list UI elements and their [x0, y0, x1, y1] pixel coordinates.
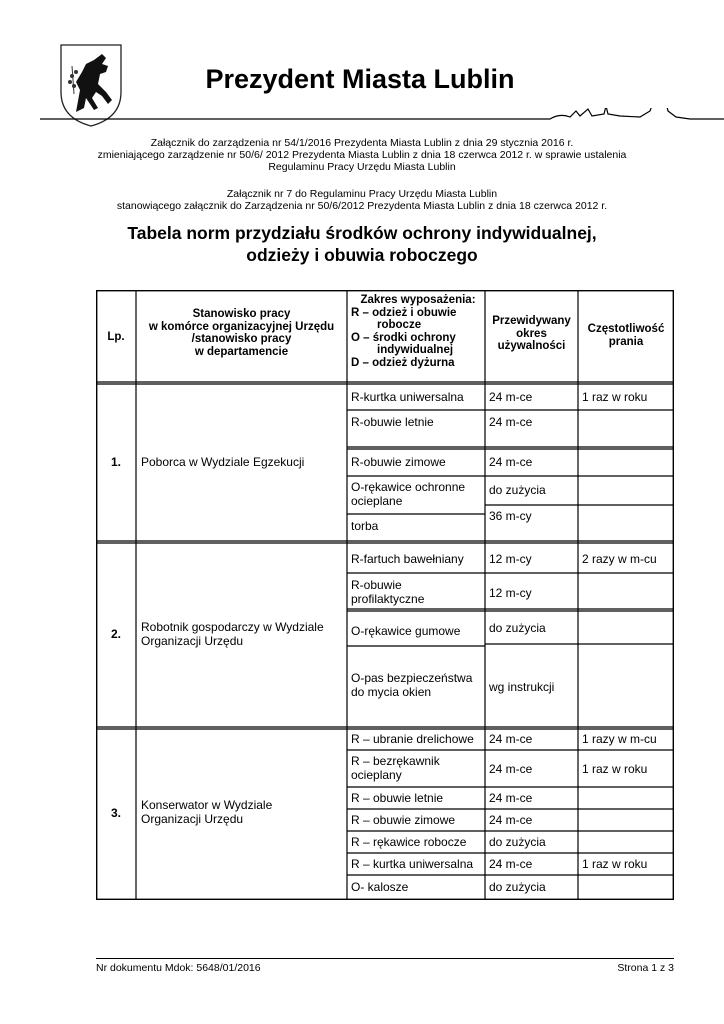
item-okres: 12 m-cy	[489, 586, 532, 600]
title-line: Tabela norm przydziału środków ochrony indywidualnej,	[127, 223, 597, 243]
group-lp: 1.	[110, 455, 121, 469]
intro-line: stanowiącego załącznik do Zarządzenia nr 50/6/2012 Prezydenta Miasta Lublin z dnia 18 czerwca 2012 r.	[116, 200, 608, 212]
norms-table	[96, 290, 674, 900]
document-title	[60, 222, 664, 266]
header-line: D – odzież dyżurna	[351, 356, 455, 369]
item-pranie: 2 razy w m-cu	[582, 552, 657, 566]
group-lp: 2.	[110, 627, 121, 641]
header-line: R – odzież i obuwie	[351, 306, 457, 319]
item-zakres: R-obuwie letnie	[351, 415, 434, 429]
item-zakres: R-kurtka uniwersalna	[351, 390, 464, 404]
item-zakres-line: ocieplany	[351, 768, 402, 782]
group-stanowisko-line: Organizacji Urzędu	[141, 812, 244, 826]
item-okres: 24 m-ce	[489, 455, 533, 469]
item-zakres: R – ubranie drelichowe	[351, 732, 474, 746]
item-zakres-line: R – bezrękawnik	[351, 754, 440, 768]
header-line: używalności	[497, 340, 566, 352]
group-stanowisko	[141, 798, 345, 826]
group-lp: 3.	[110, 806, 121, 820]
header-line: Zakres wyposażenia:	[360, 294, 476, 306]
item-okres: do zużycia	[489, 483, 546, 497]
item-okres: 24 m-ce	[489, 791, 533, 805]
header-line: w komórce organizacyjnej Urzędu	[148, 320, 335, 333]
group-stanowisko-line: Robotnik gospodarczy w Wydziale	[141, 620, 324, 634]
header-line: Stanowisko pracy	[192, 308, 291, 320]
item-zakres	[351, 480, 465, 508]
item-zakres: O- kalosze	[351, 880, 409, 894]
item-zakres: O-rękawice gumowe	[351, 624, 461, 638]
item-zakres-line: O-rękawice ochronne	[351, 480, 466, 494]
item-zakres	[351, 754, 440, 782]
header-line: /stanowisko pracy	[191, 333, 292, 345]
item-zakres: R – kurtka uniwersalna	[351, 857, 474, 871]
item-pranie: 1 raz w roku	[582, 390, 648, 404]
group-stanowisko: Poborca w Wydziale Egzekucji	[141, 455, 305, 469]
item-zakres-line: O-pas bezpieczeństwa	[351, 671, 473, 685]
item-okres: wg instrukcji	[489, 680, 555, 694]
group-stanowisko-line: Organizacji Urzędu	[141, 634, 244, 648]
item-zakres	[351, 578, 424, 606]
header-line: prania	[608, 335, 644, 348]
item-zakres: R-fartuch bawełniany	[351, 552, 464, 566]
item-zakres: R-obuwie zimowe	[351, 455, 446, 469]
item-zakres: R – obuwie zimowe	[351, 813, 456, 827]
header-line: O – środki ochrony	[351, 331, 456, 344]
item-okres: do zużycia	[489, 835, 546, 849]
item-okres: 24 m-ce	[489, 813, 533, 827]
item-okres: do zużycia	[489, 621, 546, 635]
title-line: odzieży i obuwia roboczego	[246, 245, 478, 265]
group-stanowisko-line: Konserwator w Wydziale	[141, 798, 273, 812]
item-zakres: R – rękawice robocze	[351, 835, 467, 849]
item-pranie: 1 raz w roku	[582, 857, 648, 871]
header-stanowisko	[136, 308, 347, 358]
header-lp: Lp.	[107, 331, 125, 343]
header-okres	[485, 315, 578, 353]
item-zakres-line: ocieplane	[351, 494, 403, 508]
item-okres: 36 m-cy	[489, 509, 532, 523]
intro-line: Załącznik nr 7 do Regulaminu Pracy Urzędu Miasta Lublin	[226, 188, 498, 200]
item-pranie: 1 raz w roku	[582, 762, 648, 776]
item-zakres-line: do mycia okien	[351, 685, 432, 699]
item-zakres: R – obuwie letnie	[351, 791, 444, 805]
intro-line: Regulaminu Pracy Urzędu Miasta Lublin	[268, 161, 456, 173]
item-zakres-line: profilaktyczne	[351, 592, 425, 606]
header-czestotliwosc	[578, 323, 674, 348]
item-okres: 12 m-cy	[489, 552, 532, 566]
organization-title: Prezydent Miasta Lublin	[205, 64, 515, 94]
footer-doc-number: Nr dokumentu Mdok: 5648/01/2016	[96, 962, 261, 974]
item-zakres-line: R-obuwie	[351, 578, 402, 592]
header-line: Przewidywany	[492, 315, 571, 327]
item-pranie: 1 razy w m-cu	[582, 732, 657, 746]
intro-line: zmieniającego zarządzenie nr 50/6/ 2012 Prezydenta Miasta Lublin z dnia 18 czerwca 2012 r. w sprawie ustalenia	[97, 149, 627, 161]
header-zakres	[351, 294, 485, 369]
header-line: indywidualnej	[377, 344, 454, 356]
item-okres: 24 m-ce	[489, 415, 533, 429]
intro-annex-note	[60, 137, 664, 173]
intro-line: Załącznik do zarządzenia nr 54/1/2016 Prezydenta Miasta Lublin z dnia 29 stycznia 2016 r.	[150, 137, 574, 149]
header-line: okres	[516, 327, 547, 340]
header-line: w departamencie	[194, 345, 289, 358]
item-okres: 24 m-ce	[489, 857, 533, 871]
header-skyline-rule	[0, 108, 724, 138]
footer-page-number: Strona 1 z 3	[617, 962, 674, 974]
item-okres: 24 m-ce	[489, 762, 533, 776]
item-zakres	[351, 671, 472, 699]
intro-regulation-note	[60, 188, 664, 212]
item-okres: 24 m-ce	[489, 732, 533, 746]
item-okres: do zużycia	[489, 880, 546, 894]
header-line: robocze	[377, 319, 422, 331]
footer-rule	[96, 958, 674, 959]
header-line: Częstotliwość	[587, 323, 665, 335]
item-okres: 24 m-ce	[489, 390, 533, 404]
item-zakres: torba	[351, 519, 379, 533]
group-stanowisko	[141, 620, 345, 648]
